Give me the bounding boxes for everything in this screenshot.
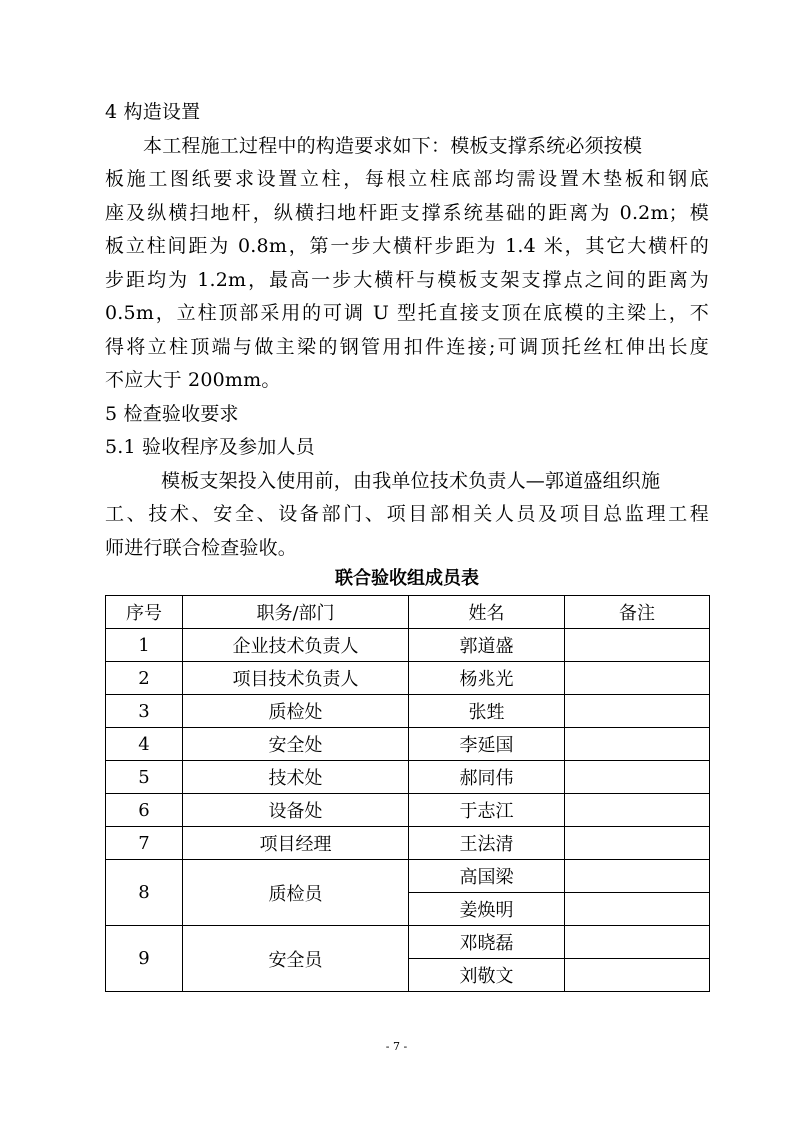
cell-remark bbox=[565, 926, 710, 959]
paragraph-line: 师进行联合检查验收。 bbox=[105, 537, 298, 559]
paragraph-line: 不应大于 200mm。 bbox=[105, 369, 281, 391]
table-header-row bbox=[106, 596, 710, 629]
header-no: 序号 bbox=[106, 596, 183, 629]
header-name: 姓名 bbox=[409, 596, 565, 629]
cell-no: 2 bbox=[106, 662, 183, 695]
paragraph-line: 工、技术、安全、设备部门、项目部相关人员及项目总监理工程 bbox=[105, 503, 709, 525]
paragraph-line: 本工程施工过程中的构造要求如下：模板支撑系统必须按模 bbox=[143, 135, 643, 157]
cell-role: 质检处 bbox=[183, 695, 409, 728]
cell-name: 郝同伟 bbox=[409, 761, 565, 794]
cell-name: 王法清 bbox=[409, 827, 565, 860]
paragraph-line: 座及纵横扫地杆，纵横扫地杆距支撑系统基础的距离为 0.2m；模 bbox=[105, 202, 709, 224]
cell-name: 郭道盛 bbox=[409, 629, 565, 662]
paragraph-line: 步距均为 1.2m，最高一步大横杆与模板支架支撑点之间的距离为 bbox=[105, 269, 709, 291]
cell-no: 3 bbox=[106, 695, 183, 728]
cell-name: 李延国 bbox=[409, 728, 565, 761]
cell-remark bbox=[565, 959, 710, 992]
cell-no: 9 bbox=[106, 926, 183, 992]
header-role: 职务/部门 bbox=[183, 596, 409, 629]
cell-name: 邓晓磊 bbox=[409, 926, 565, 959]
cell-role: 安全处 bbox=[183, 728, 409, 761]
cell-name: 刘敬文 bbox=[409, 959, 565, 992]
table-row bbox=[106, 860, 710, 893]
cell-no: 4 bbox=[106, 728, 183, 761]
page-number: - 7 - bbox=[385, 1040, 408, 1053]
cell-remark bbox=[565, 893, 710, 926]
cell-no: 7 bbox=[106, 827, 183, 860]
table-row bbox=[106, 761, 710, 794]
cell-remark bbox=[565, 860, 710, 893]
table-row bbox=[106, 827, 710, 860]
table-row bbox=[106, 728, 710, 761]
cell-no: 8 bbox=[106, 860, 183, 926]
cell-name: 于志江 bbox=[409, 794, 565, 827]
acceptance-team-table bbox=[105, 595, 710, 992]
cell-no: 1 bbox=[106, 629, 183, 662]
cell-name: 杨兆光 bbox=[409, 662, 565, 695]
paragraph-line: 0.5m，立柱顶部采用的可调 U 型托直接支顶在底模的主梁上，不 bbox=[105, 302, 709, 324]
table-caption: 联合验收组成员表 bbox=[335, 568, 479, 589]
cell-role: 企业技术负责人 bbox=[183, 629, 409, 662]
cell-role: 项目经理 bbox=[183, 827, 409, 860]
cell-name: 高国梁 bbox=[409, 860, 565, 893]
cell-role: 技术处 bbox=[183, 761, 409, 794]
table-row bbox=[106, 695, 710, 728]
section-5-1-heading: 5.1 验收程序及参加人员 bbox=[105, 436, 315, 458]
paragraph-line: 得将立柱顶端与做主梁的钢管用扣件连接;可调顶托丝杠伸出长度 bbox=[105, 336, 709, 358]
cell-remark bbox=[565, 629, 710, 662]
cell-remark bbox=[565, 827, 710, 860]
cell-role: 质检员 bbox=[183, 860, 409, 926]
table-row bbox=[106, 794, 710, 827]
cell-name: 姜焕明 bbox=[409, 893, 565, 926]
cell-no: 5 bbox=[106, 761, 183, 794]
section-4-heading: 4 构造设置 bbox=[105, 101, 201, 123]
cell-role: 项目技术负责人 bbox=[183, 662, 409, 695]
cell-role: 设备处 bbox=[183, 794, 409, 827]
cell-name: 张甡 bbox=[409, 695, 565, 728]
cell-remark bbox=[565, 728, 710, 761]
table-row bbox=[106, 629, 710, 662]
section-5-heading: 5 检查验收要求 bbox=[105, 403, 239, 425]
paragraph-line: 模板支架投入使用前，由我单位技术负责人—郭道盛组织施 bbox=[161, 470, 661, 492]
table-row bbox=[106, 662, 710, 695]
cell-remark bbox=[565, 695, 710, 728]
paragraph-line: 板施工图纸要求设置立柱，每根立柱底部均需设置木垫板和钢底 bbox=[105, 168, 709, 190]
header-remark: 备注 bbox=[565, 596, 710, 629]
table-row bbox=[106, 926, 710, 959]
cell-role: 安全员 bbox=[183, 926, 409, 992]
paragraph-line: 板立柱间距为 0.8m，第一步大横杆步距为 1.4 米，其它大横杆的 bbox=[105, 235, 709, 257]
cell-no: 6 bbox=[106, 794, 183, 827]
cell-remark bbox=[565, 662, 710, 695]
cell-remark bbox=[565, 794, 710, 827]
cell-remark bbox=[565, 761, 710, 794]
